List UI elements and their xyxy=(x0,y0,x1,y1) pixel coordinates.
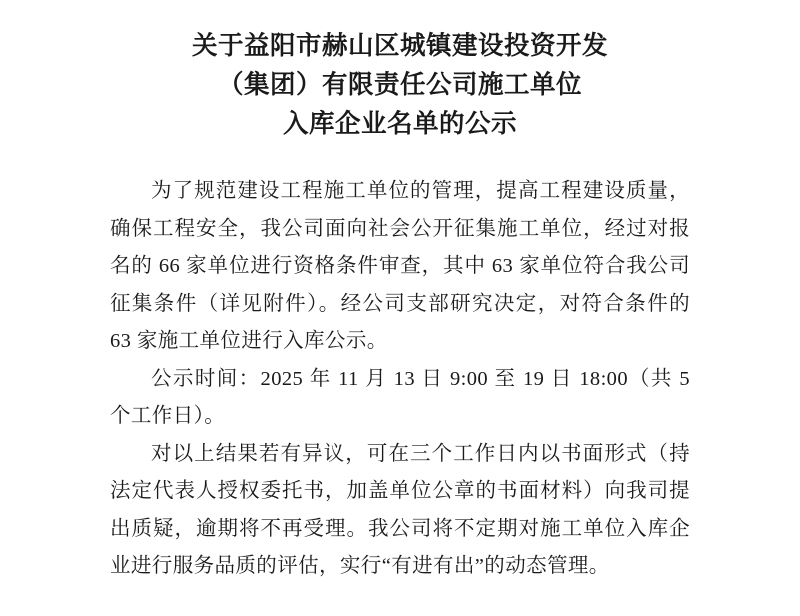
paragraph-3: 对以上结果若有异议，可在三个工作日内以书面形式（持法定代表人授权委托书，加盖单位公章的书面材料）向我司提出质疑，逾期将不再受理。我公司将不定期对施工单位入库企业进行服务品质的评估，实行“有进有出”的动态管理。 xyxy=(110,442,690,577)
paragraph-2: 公示时间：2025 年 11 月 13 日 9:00 至 19 日 18:00（共 5 个工作日）。 xyxy=(110,367,690,427)
paragraph-1: 为了规范建设工程施工单位的管理，提高工程建设质量，确保工程安全，我公司面向社会公开征集施工单位，经过对报名的 66 家单位进行资格条件审查，其中 63 家单位符合我公司征集条件（详见附件）。经公司支部研究决定，对符合条件的 63 家施工单位进行入库公示。 xyxy=(110,180,690,352)
title-line-1: 关于益阳市赫山区城镇建设投资开发 xyxy=(191,31,608,60)
document-body xyxy=(110,173,690,586)
page-title xyxy=(110,18,690,143)
title-line-3: 入库企业名单的公示 xyxy=(282,109,517,138)
title-line-2: （集团）有限责任公司施工单位 xyxy=(217,70,582,99)
